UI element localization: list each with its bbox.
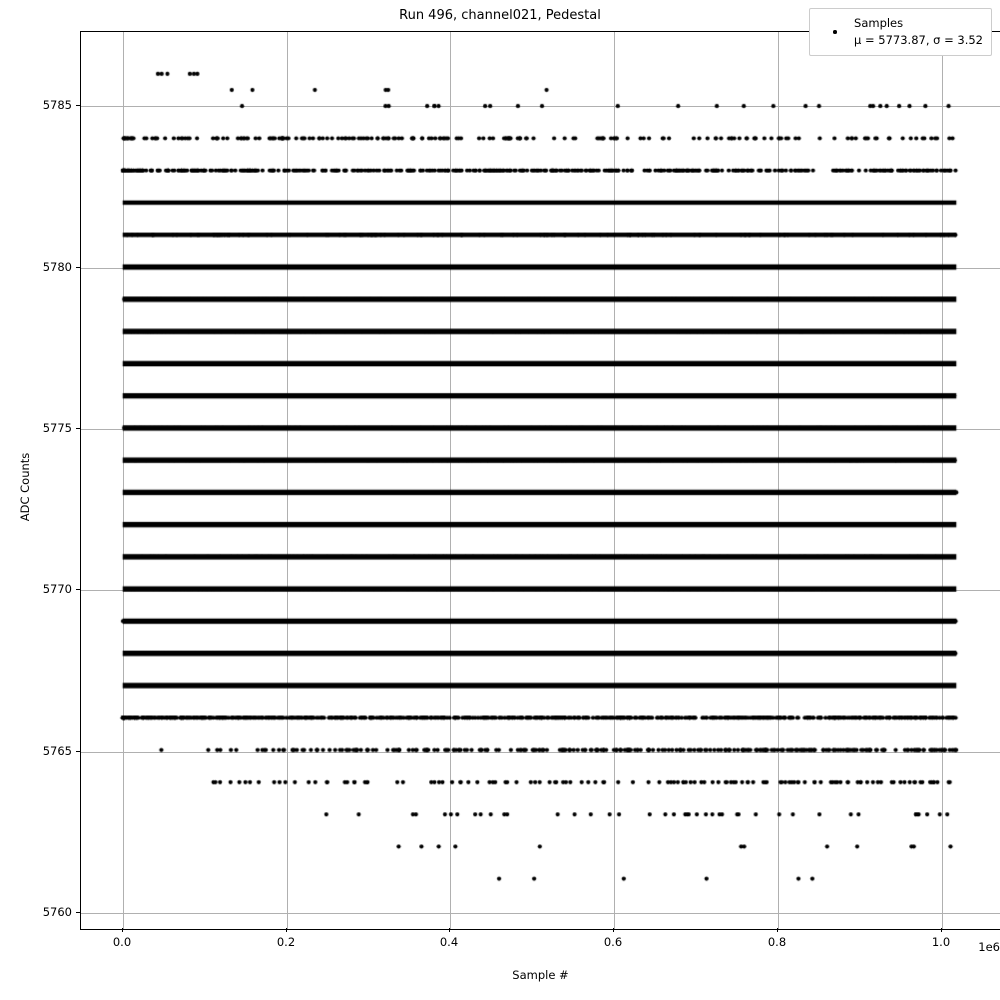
x-axis-label: Sample # [512,968,569,982]
x-tick-label: 0.4 [439,935,459,949]
x-tick [941,928,942,932]
y-tick [76,105,80,106]
y-tick [76,267,80,268]
y-tick-label: 5765 [42,744,72,758]
y-tick-label: 5770 [42,582,72,596]
x-tick-label: 0.8 [767,935,787,949]
x-tick-label: 0.2 [276,935,296,949]
y-tick [76,428,80,429]
x-tick [122,928,123,932]
legend-item [818,15,983,49]
page-title: Run 496, channel021, Pedestal [399,8,601,23]
y-tick-label: 5775 [42,421,72,435]
x-tick [613,928,614,932]
scatter-points [81,32,1000,929]
x-axis-offset-label: 1e6 [978,940,1000,954]
x-tick-label: 0.6 [603,935,623,949]
legend-marker [818,30,852,34]
x-tick-label: 0.0 [112,935,132,949]
x-tick [449,928,450,932]
point-marker-icon [833,30,837,34]
legend-stat-label: μ = 5773.87, σ = 3.52 [854,33,983,47]
y-tick [76,751,80,752]
y-tick-label: 5760 [42,905,72,919]
x-tick-label: 1.0 [931,935,951,949]
x-tick [777,928,778,932]
y-tick-label: 5780 [42,260,72,274]
y-axis-label: ADC Counts [18,452,32,522]
legend [809,8,992,56]
legend-label: Samples [854,16,904,30]
y-tick [76,589,80,590]
y-tick [76,912,80,913]
plot-area [80,31,1000,930]
x-tick [286,928,287,932]
y-tick-label: 5785 [42,98,72,112]
